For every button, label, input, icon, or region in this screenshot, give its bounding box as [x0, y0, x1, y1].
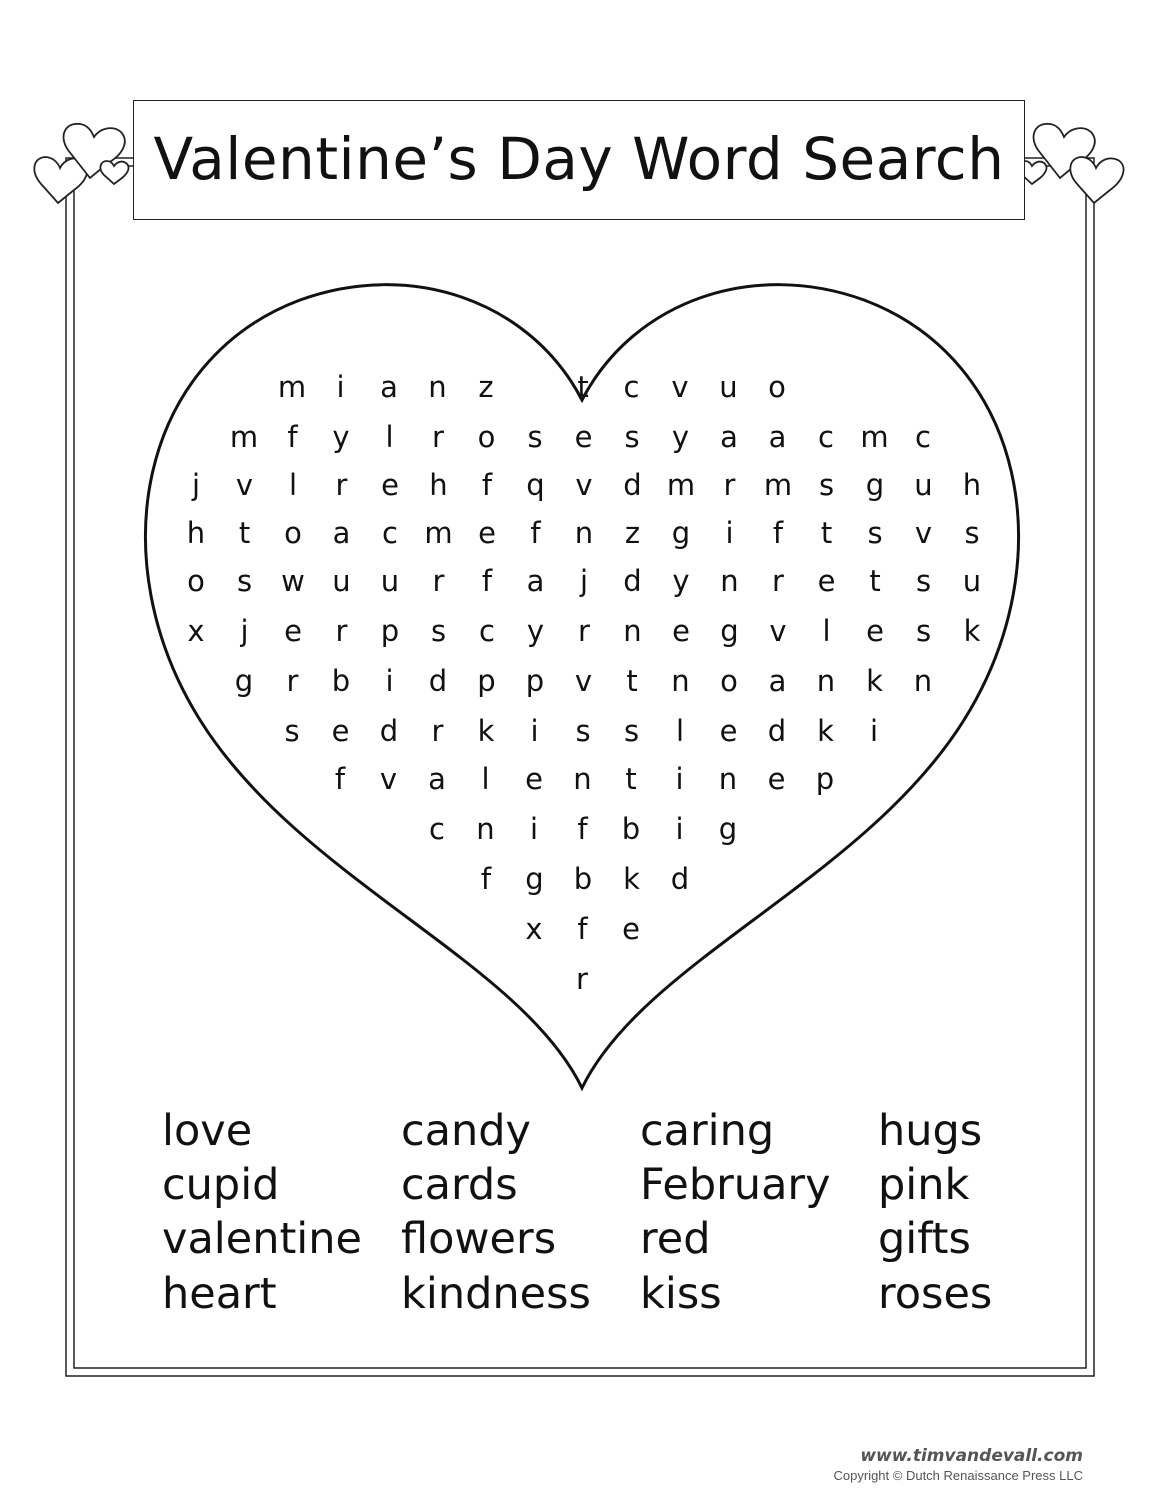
grid-letter: r: [432, 420, 444, 454]
word-list-item: hugs: [878, 1106, 983, 1156]
grid-letter: m: [277, 370, 307, 404]
grid-letter: f: [334, 762, 346, 796]
grid-letter: z: [478, 370, 494, 404]
grid-letter: f: [577, 812, 588, 846]
grid-letter: s: [624, 420, 640, 454]
grid-letter: f: [481, 468, 493, 502]
grid-letter: e: [525, 762, 543, 796]
word-list-item: candy: [401, 1106, 531, 1156]
grid-letter: s: [527, 420, 543, 454]
grid-letter: u: [332, 564, 351, 598]
grid-letter: i: [869, 714, 879, 748]
grid-letter: k: [623, 862, 640, 896]
grid-letter: e: [817, 564, 836, 598]
word-list-item: flowers: [401, 1214, 557, 1264]
hearts-decoration-left-icon: [34, 124, 128, 203]
grid-letter: n: [913, 664, 933, 698]
word-list-item: kindness: [401, 1269, 591, 1319]
grid-letter: e: [284, 614, 302, 648]
grid-letter: s: [964, 516, 980, 550]
grid-letter: o: [477, 420, 496, 454]
grid-letter: m: [763, 468, 793, 502]
grid-letter: r: [576, 962, 588, 996]
grid-letter: i: [336, 370, 345, 404]
grid-letter: r: [432, 564, 445, 598]
grid-letter: e: [381, 468, 399, 502]
grid-letter: t: [577, 370, 589, 404]
grid-letter: b: [573, 862, 593, 896]
grid-letter: f: [480, 862, 492, 896]
grid-letter: w: [281, 564, 305, 598]
grid-letter: a: [768, 420, 787, 454]
grid-letter: u: [914, 468, 933, 502]
grid-letter: t: [820, 516, 833, 550]
word-list-item: February: [640, 1160, 831, 1210]
grid-letter: v: [671, 370, 689, 404]
grid-letter: z: [624, 516, 641, 550]
grid-letter: d: [623, 468, 642, 502]
grid-letter: x: [525, 912, 543, 946]
grid-letter: g: [525, 862, 544, 896]
word-list-item: red: [640, 1214, 711, 1264]
grid-letter: m: [666, 468, 696, 502]
grid-letter: v: [769, 614, 787, 648]
grid-letter: g: [671, 516, 691, 550]
grid-letter: c: [429, 812, 445, 846]
grid-letter: k: [963, 614, 981, 648]
grid-letter: g: [720, 614, 739, 648]
grid-letter: c: [818, 420, 834, 454]
page-title: Valentine’s Day Word Search: [153, 125, 1005, 193]
word-list-item: roses: [878, 1269, 993, 1319]
grid-letter: e: [574, 420, 593, 454]
grid-letter: i: [675, 762, 684, 796]
grid-letter: e: [331, 714, 350, 748]
grid-letter: r: [578, 614, 590, 648]
word-list-item: gifts: [878, 1214, 971, 1264]
grid-letter: r: [335, 614, 348, 648]
grid-letter: q: [526, 468, 545, 502]
grid-letter: u: [962, 564, 982, 598]
grid-letter: i: [530, 714, 539, 748]
grid-letter: n: [476, 812, 495, 846]
grid-letter: a: [720, 420, 738, 454]
grid-letter: c: [915, 420, 931, 454]
grid-letter: v: [574, 664, 593, 698]
grid-letter: l: [481, 762, 490, 796]
copyright-text: Copyright © Dutch Renaissance Press LLC: [833, 1468, 1083, 1483]
grid-letter: u: [719, 370, 738, 404]
grid-letter: o: [768, 370, 786, 404]
grid-letter: a: [526, 564, 545, 598]
grid-letter: f: [481, 564, 493, 598]
grid-letter: d: [623, 564, 642, 598]
grid-letter: v: [235, 468, 254, 502]
grid-letter: e: [719, 714, 738, 748]
grid-letter: s: [915, 614, 932, 648]
grid-letter: f: [772, 516, 784, 550]
grid-letter: n: [428, 370, 447, 404]
word-list-item: cards: [401, 1160, 518, 1210]
grid-letter: s: [430, 614, 447, 648]
grid-letter: g: [234, 664, 254, 698]
grid-letter: d: [379, 714, 399, 748]
grid-letter: k: [477, 714, 495, 748]
grid-letter: o: [720, 664, 738, 698]
grid-letter: d: [428, 664, 448, 698]
grid-letter: j: [579, 564, 589, 598]
word-list-item: love: [162, 1106, 253, 1156]
grid-letter: r: [723, 468, 736, 502]
grid-letter: n: [816, 664, 836, 698]
grid-letter: s: [284, 714, 300, 748]
grid-letter: a: [380, 370, 398, 404]
grid-letter: e: [478, 516, 496, 550]
grid-letter: l: [385, 420, 394, 454]
grid-letter: k: [866, 664, 883, 698]
grid-letter: r: [431, 714, 444, 748]
grid-letter: l: [675, 714, 685, 748]
grid-letter: r: [772, 564, 784, 598]
grid-letter: i: [385, 664, 394, 698]
grid-letter: n: [720, 564, 739, 598]
grid-letter: c: [382, 516, 398, 550]
grid-letter: f: [287, 420, 298, 454]
grid-letter: n: [671, 664, 690, 698]
grid-letter: i: [675, 812, 684, 846]
grid-letter: n: [623, 614, 642, 648]
grid-letter: h: [429, 468, 448, 502]
grid-letter: s: [915, 564, 932, 598]
grid-letter: f: [577, 912, 588, 946]
grid-letter: e: [672, 614, 690, 648]
grid-letter: s: [623, 714, 640, 748]
grid-letter: o: [284, 516, 302, 550]
grid-letter: v: [914, 516, 933, 550]
grid-letter: h: [186, 516, 206, 550]
grid-letter: y: [332, 420, 350, 454]
hearts-decoration-right-icon: [1018, 124, 1123, 203]
word-list-item: caring: [640, 1106, 775, 1156]
grid-letter: s: [867, 516, 883, 550]
grid-letter: m: [860, 420, 889, 454]
grid-letter: t: [626, 664, 638, 698]
grid-letter: e: [866, 614, 884, 648]
grid-letter: n: [718, 762, 738, 796]
grid-letter: t: [238, 516, 251, 550]
grid-letter: g: [718, 812, 738, 846]
word-list-item: heart: [162, 1269, 277, 1319]
grid-letter: c: [479, 614, 495, 648]
grid-letter: d: [670, 862, 690, 896]
grid-letter: s: [575, 714, 591, 748]
grid-letter: l: [288, 468, 298, 502]
grid-letter: h: [962, 468, 982, 502]
grid-letter: t: [625, 762, 637, 796]
grid-letter: k: [817, 714, 834, 748]
grid-letter: r: [335, 468, 348, 502]
grid-letter: y: [526, 614, 545, 648]
grid-letter: s: [818, 468, 835, 502]
grid-letter: t: [869, 564, 881, 598]
grid-letter: j: [240, 614, 249, 648]
website-link[interactable]: www.timvandevall.com: [860, 1446, 1083, 1466]
grid-letter: a: [332, 516, 351, 550]
grid-letter: r: [286, 664, 299, 698]
word-list-item: valentine: [162, 1214, 362, 1264]
grid-letter: e: [767, 762, 786, 796]
grid-letter: i: [725, 516, 734, 550]
grid-letter: b: [621, 812, 641, 846]
grid-letter: u: [380, 564, 400, 598]
grid-letter: p: [380, 614, 400, 648]
grid-letter: a: [428, 762, 446, 796]
grid-letter: n: [574, 516, 594, 550]
grid-letter: i: [529, 812, 539, 846]
grid-letter: c: [623, 370, 640, 404]
grid-letter: j: [191, 468, 201, 502]
grid-letter: m: [229, 420, 259, 454]
grid-letter: g: [865, 468, 885, 502]
grid-letter: n: [573, 762, 592, 796]
grid-letter: d: [767, 714, 787, 748]
word-list-item: cupid: [162, 1160, 280, 1210]
grid-letter: p: [525, 664, 545, 698]
grid-letter: s: [236, 564, 253, 598]
grid-letter: l: [822, 614, 831, 648]
grid-letter: f: [530, 516, 541, 550]
grid-letter: e: [622, 912, 640, 946]
grid-letter: o: [187, 564, 205, 598]
grid-letter: v: [575, 468, 593, 502]
grid-letter: y: [672, 564, 690, 598]
grid-letter: b: [331, 664, 351, 698]
grid-letter: m: [424, 516, 453, 550]
word-list-item: kiss: [640, 1269, 722, 1319]
grid-letter: v: [379, 762, 398, 796]
grid-letter: p: [477, 664, 496, 698]
grid-letter: x: [187, 614, 205, 648]
word-list-item: pink: [878, 1160, 970, 1210]
grid-letter: y: [671, 420, 690, 454]
grid-letter: a: [768, 664, 787, 698]
grid-letter: p: [815, 762, 835, 796]
